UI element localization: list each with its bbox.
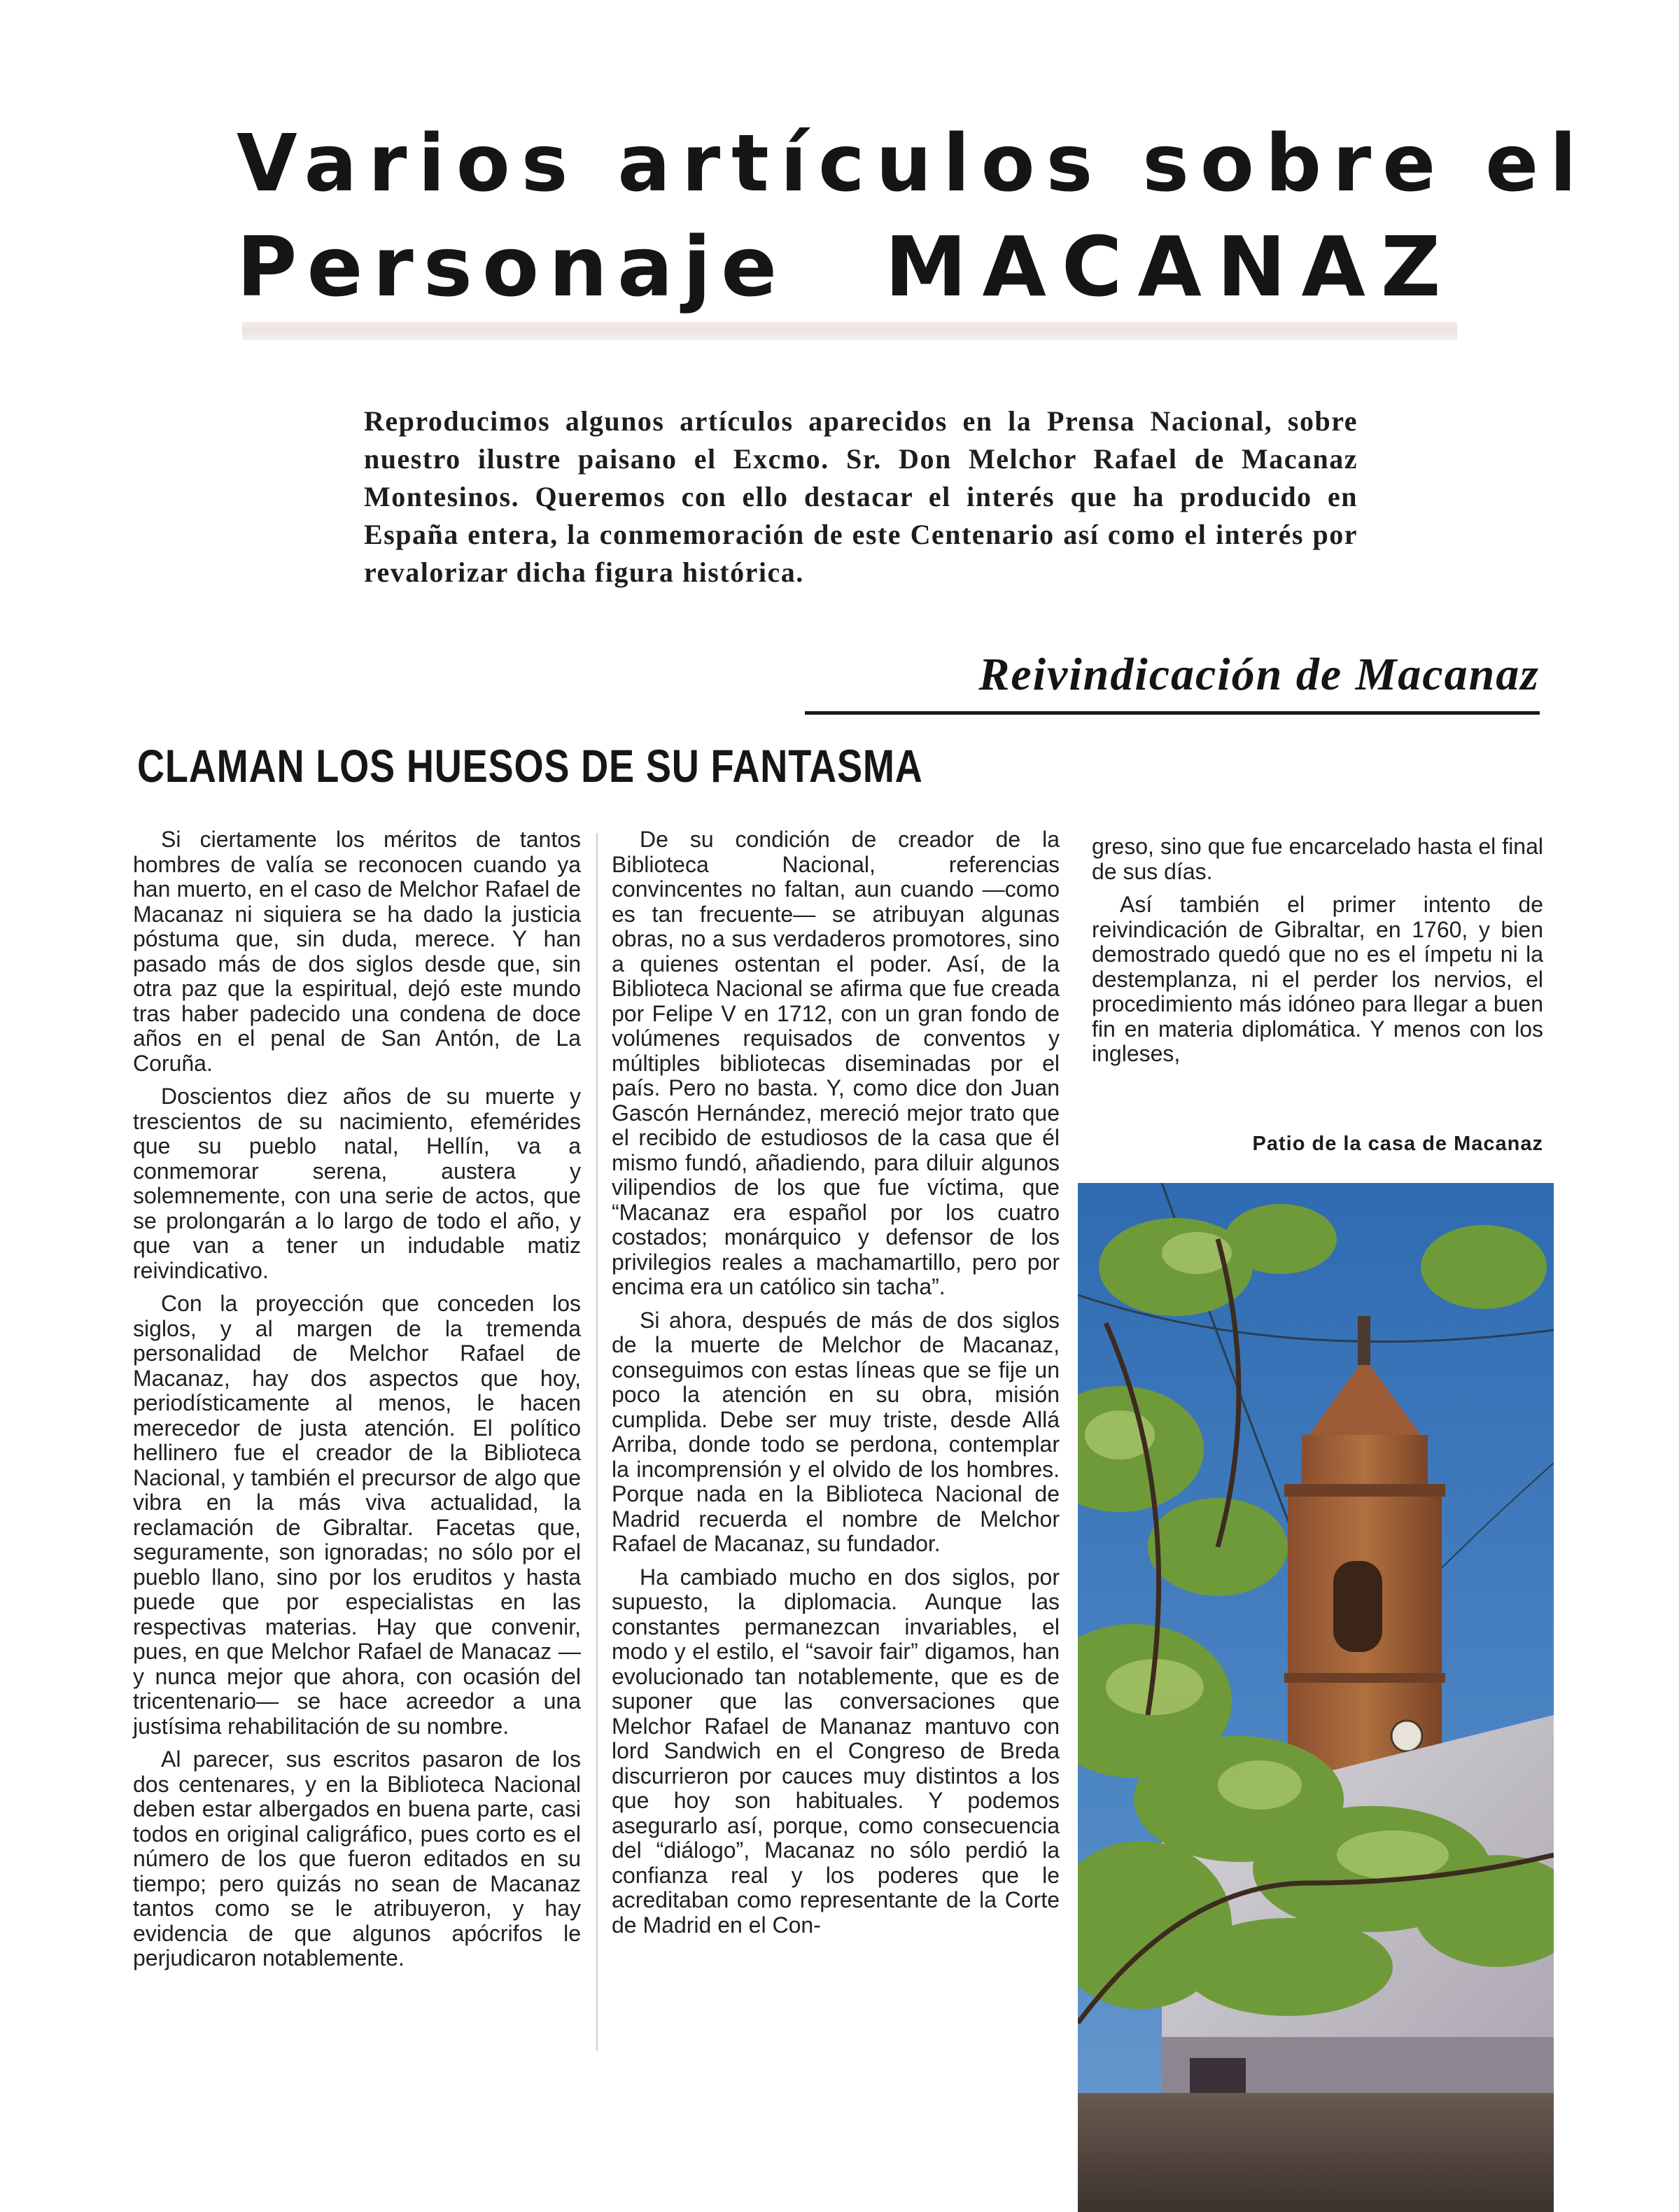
col2-paragraph: Ha cambiado mucho en dos siglos, por supuesto, la diplomacia. Aunque las constantes permanezcan invariables, el modo y el estilo, el “savoir fair” digamos, han evolucionado tan notablemente, que es de suponer que las conversaciones que Melchor Rafael de Mananaz mantuvo con lord Sandwich en el Congreso de Breda discurrieron por cauces muy distintos a los que hoy son habituales. Y podemos asegurarlo así, porque, como consecuencia del “diálogo”, Macanaz no sólo perdió la confianza real y los poderes que le acreditaban como representante de la Corte de Madrid en el Con- — [612, 1564, 1060, 1938]
page-title-line2 — [237, 218, 1456, 315]
col1-paragraph: Doscientos diez años de su muerte y trescientos de su nacimiento, efemérides que su pueblo natal, Hellín, va a conmemorar serena, austera y solemnemente, con una serie de actos, que se prolongarán a lo largo de todo el año, y que van a tener un indudable matiz reivindicativo. — [133, 1084, 581, 1283]
col1-paragraph: Con la proyección que conceden los siglos, y al margen de la tremenda personalidad de Melchor Rafael de Macanaz, hay dos aspectos que hoy, periodísticamente al menos, le hacen merecedor de justa atención. El político hellinero fue el creador de la Biblioteca Nacional, y también el precursor de algo que vibra en la más viva actualidad, la reclamación de Gibraltar. Facetas que, seguramente, son ignoradas; no sólo por el pueblo llano, sino por los eruditos y hasta puede que por especialistas en las respectivas materias. Hay que convenir, pues, en que Melchor Rafael de Manacaz —y nunca mejor que ahora, con ocasión del tricentenario— se hace acreedor a una justísima rehabilitación de su nombre. — [133, 1291, 581, 1739]
page-title-word-personaje: Personaje — [237, 218, 787, 315]
article-subtitle: Reivindicación de Macanaz — [978, 649, 1540, 700]
subtitle-underline — [805, 711, 1540, 715]
intro-paragraph: Reproducimos algunos artículos aparecidos en la Prensa Nacional, sobre nuestro ilustre paisano el Excmo. Sr. Don Melchor Rafael de Macanaz Montesinos. Queremos con ello destacar el interés que ha producido en España entera, la conmemoración de este Centenario así como el interés por revalorizar dicha figura histórica. — [364, 405, 1358, 588]
courtyard-photo-illustration — [1078, 1183, 1554, 2212]
page-title-word-macanaz: MACANAZ — [885, 218, 1456, 315]
col2-paragraph: De su condición de creador de la Biblioteca Nacional, referencias convincentes no faltan, aun cuando —como es tan frecuente— se atribuyan algunas obras, no a sus verdaderos promotores, sino a quienes ostentan el poder. Así, de la Biblioteca Nacional se afirma que fue creada por Felipe V en 1712, con un gran fondo de volúmenes requisados de conventos y múltiples bibliotecas diseminadas por el país. Pero no basta. Y, como dice don Juan Gascón Hernández, mereció mejor trato que el recibido de estudiosos de la casa que él mismo fundó, añadiendo, para diluir algunos vilipendios de los que fue víctima, que “Macanaz era español por los cuatro costados; monárquico y defensor de los privilegios reales a machamartillo, pero por encima era un católico sin tacha”. — [612, 827, 1060, 1299]
col1-paragraph: Si ciertamente los méritos de tantos hombres de valía se reconocen cuando ya han muerto, en el caso de Melchor Rafael de Macanaz ni siquiera se ha dado la justicia póstuma que, sin duda, merece. Y han pasado más de dos siglos desde que, sin otra paz que la espiritual, dejó este mundo tras haber padecido una condena de doce años en el penal de San Antón, de La Coruña. — [133, 827, 581, 1076]
title-rule — [242, 322, 1457, 340]
article-column-2 — [612, 827, 1060, 1946]
column-divider — [596, 833, 598, 2051]
photo-caption: Patio de la casa de Macanaz — [1252, 1133, 1543, 1155]
article-column-1 — [133, 827, 581, 1980]
page-title-line1: Varios artículos sobre el — [237, 118, 1588, 209]
col3-paragraph: Así también el primer intento de reivindicación de Gibraltar, en 1760, y bien demostrado quedó que no es el ímpetu ni la destemplanza, ni el perder los nervios, el procedimiento más idóneo para llegar a buen fin en materia diplomática. Y menos con los ingleses, — [1092, 892, 1543, 1066]
col1-paragraph: Al parecer, sus escritos pasaron de los dos centenares, y en la Biblioteca Nacional deben estar albergados en buena parte, casi todos en original caligráfico, pues corto es el número de los que fueron editados en su tiempo; pero quizás no sean de Macanaz tantos como se le atribuyeron, y hay evidencia de que algunos apócrifos le perjudicaron notablemente. — [133, 1746, 581, 1970]
article-headline: CLAMAN LOS HUESOS DE SU FANTASMA — [137, 740, 923, 792]
article-column-3 — [1092, 834, 1543, 1075]
col2-paragraph: Si ahora, después de más de dos siglos de la muerte de Melchor de Macanaz, conseguimos con estas líneas que se fije un poco la atención en su obra, misión cumplida. Debe ser muy triste, desde Allá Arriba, donde todo se perdona, contemplar la incomprensión y el olvido de los hombres. Porque nada en la Biblioteca Nacional de Madrid recuerda el nombre de Melchor Rafael de Macanaz, su fundador. — [612, 1307, 1060, 1556]
col3-paragraph: greso, sino que fue encarcelado hasta el final de sus días. — [1092, 834, 1543, 884]
courtyard-photo — [1078, 1183, 1554, 2212]
